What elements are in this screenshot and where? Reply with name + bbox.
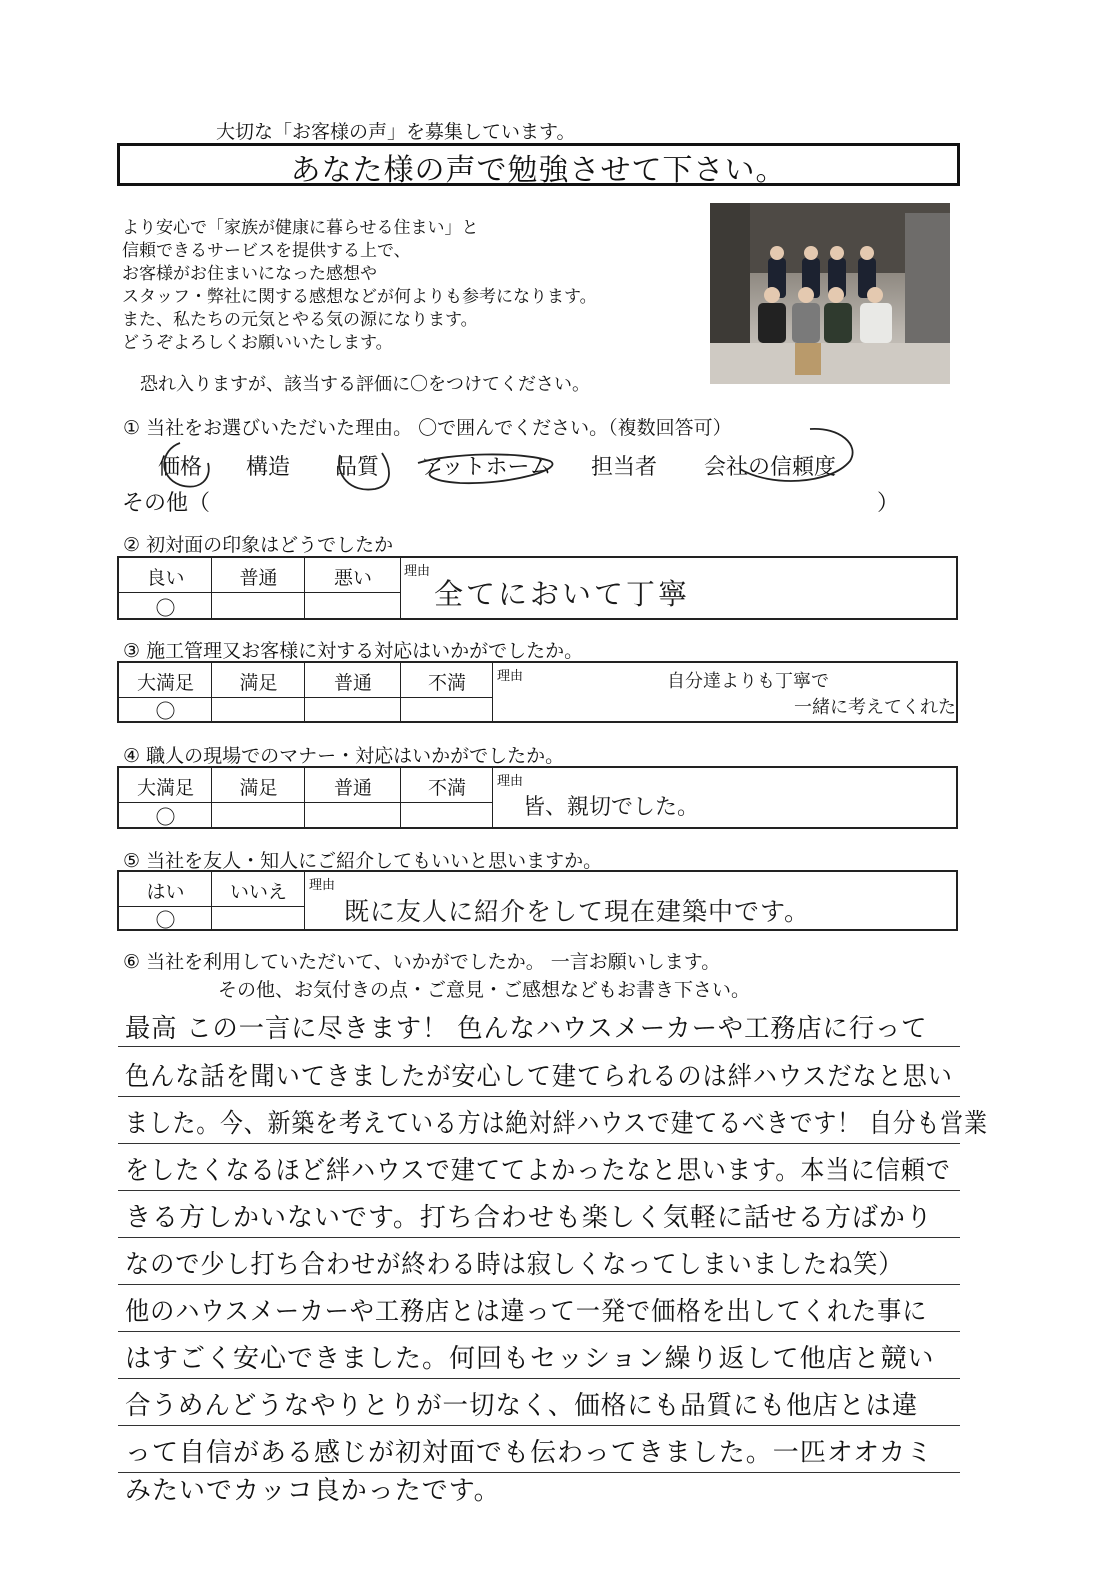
q3-table bbox=[117, 661, 958, 723]
q4-question: ④ 職人の現場でのマナー・対応はいかがでしたか。 bbox=[123, 745, 565, 767]
q4-reason: 皆、親切でした。 bbox=[523, 795, 700, 820]
q5-reason: 既に友人に紹介をして現在建築中です。 bbox=[344, 897, 811, 926]
q2-table bbox=[117, 556, 958, 620]
q5-table bbox=[117, 870, 958, 931]
q5-question: ⑤ 当社を友人・知人にご紹介してもいいと思いますか。 bbox=[123, 850, 603, 872]
q2-header-bad: 悪い bbox=[333, 567, 372, 589]
q1-option-homely: アットホーム bbox=[421, 455, 552, 480]
q3-question: ③ 施工管理又お客様に対する対応はいかがでしたか。 bbox=[123, 640, 584, 662]
comment-line: はすごく安心できました。何回もセッション繰り返して他店と競い bbox=[125, 1344, 935, 1374]
q6-subquestion: その他、お気付きの点・ご意見・ご感想などもお書き下さい。 bbox=[218, 979, 751, 1001]
ruled-line bbox=[118, 1190, 960, 1191]
q3-reason-line: 一緒に考えてくれた bbox=[794, 697, 956, 718]
comment-line: 他のハウスメーカーや工務店とは違って一発で価格を出してくれた事に bbox=[125, 1297, 928, 1327]
ruled-line bbox=[118, 1331, 960, 1332]
ruled-line bbox=[118, 1425, 960, 1426]
q5-header-no: いいえ bbox=[229, 881, 287, 903]
q3-header-normal: 普通 bbox=[333, 672, 372, 694]
q3-reason-label: 理由 bbox=[497, 669, 524, 684]
intro-line: また、私たちの元気とやる気の源になります。 bbox=[122, 310, 478, 330]
comment-line: 最高 この一言に尽きます！ 色んなハウスメーカーや工務店に行って bbox=[125, 1014, 928, 1044]
q4-header-satisfied: 満足 bbox=[239, 777, 278, 799]
q1-option-quality: 品質 bbox=[335, 455, 380, 480]
q4-reason-label: 理由 bbox=[497, 774, 524, 789]
q1-question: ① 当社をお選びいただいた理由。 〇で囲んでください。（複数回答可） bbox=[123, 417, 732, 439]
header-subtitle: 大切な「お客様の声」を募集しています。 bbox=[216, 121, 576, 143]
q1-option-price: 価格 bbox=[158, 455, 203, 480]
ruled-line bbox=[118, 1284, 960, 1285]
q1-other-close: ） bbox=[877, 491, 900, 516]
intro-line: お客様がお住まいになった感想や bbox=[122, 264, 377, 284]
comment-line: 色んな話を聞いてきましたが安心して建てられるのは絆ハウスだなと思い bbox=[125, 1062, 953, 1092]
ruled-line bbox=[118, 1378, 960, 1379]
comment-line: きる方しかいないです。打ち合わせも楽しく気軽に話せる方ばかり bbox=[125, 1203, 933, 1233]
ruled-line bbox=[118, 1237, 960, 1238]
q1-option-trust: 会社の信頼度 bbox=[704, 455, 837, 480]
q4-mark-very-satisfied: 〇 bbox=[155, 805, 176, 829]
q1-other-label: その他（ bbox=[122, 491, 211, 516]
ruled-line bbox=[118, 1096, 960, 1097]
q5-header-yes: はい bbox=[146, 881, 185, 903]
intro-line: より安心で「家族が健康に暮らせる住まい」と bbox=[122, 218, 479, 238]
comment-line: なので少し打ち合わせが終わる時は寂しくなってしまいましたね笑） bbox=[125, 1250, 904, 1280]
comment-line: をしたくなるほど絆ハウスで建ててよかったなと思います。本当に信頼で bbox=[125, 1156, 951, 1186]
q2-header-good: 良い bbox=[146, 567, 185, 589]
q2-reason: 全てにおいて丁寧 bbox=[434, 577, 691, 611]
q2-header-normal: 普通 bbox=[239, 567, 278, 589]
intro-line: スタッフ・弊社に関する感想などが何よりも参考になります。 bbox=[122, 287, 597, 307]
q5-mark-yes: 〇 bbox=[155, 908, 176, 932]
ruled-line bbox=[118, 1143, 960, 1144]
intro-line: 信頼できるサービスを提供する上で、 bbox=[122, 241, 411, 261]
q3-mark-very-satisfied: 〇 bbox=[155, 699, 176, 723]
staff-photo-illustration bbox=[710, 203, 950, 384]
q4-header-normal: 普通 bbox=[333, 777, 372, 799]
q3-reason-line: 自分達よりも丁寧で bbox=[667, 671, 829, 692]
q1-option-structure: 構造 bbox=[246, 455, 291, 480]
staff-photo bbox=[710, 203, 950, 384]
q1-selection-circles bbox=[150, 425, 870, 505]
q2-question: ② 初対面の印象はどうでしたか bbox=[123, 534, 394, 556]
header-title: あなた様の声で勉強させて下さい。 bbox=[290, 153, 787, 188]
q2-mark-good: 〇 bbox=[155, 596, 176, 620]
q6-question: ⑥ 当社を利用していただいて、いかがでしたか。 一言お願いします。 bbox=[123, 951, 721, 973]
ruled-line bbox=[118, 1046, 960, 1047]
q3-header-very-satisfied: 大満足 bbox=[136, 672, 194, 694]
comment-line: ました。今、新築を考えている方は絶対絆ハウスで建てるべきです！ 自分も営業 bbox=[125, 1109, 988, 1139]
q4-header-very-satisfied: 大満足 bbox=[136, 777, 194, 799]
comment-line: って自信がある感じが初対面でも伝わってきました。一匹オオカミ bbox=[125, 1438, 934, 1468]
comment-line: みたいでカッコ良かったです。 bbox=[125, 1476, 501, 1506]
q4-table bbox=[117, 766, 958, 829]
intro-line: どうぞよろしくお願いいたします。 bbox=[122, 333, 393, 353]
q4-header-dissatisfied: 不満 bbox=[427, 777, 466, 799]
q3-header-dissatisfied: 不満 bbox=[427, 672, 466, 694]
q5-reason-label: 理由 bbox=[309, 878, 336, 893]
q3-header-satisfied: 満足 bbox=[239, 672, 278, 694]
instruction-text: 恐れ入りますが、該当する評価に〇をつけてください。 bbox=[140, 374, 590, 395]
q1-option-staff: 担当者 bbox=[591, 455, 658, 480]
q2-reason-label: 理由 bbox=[404, 564, 431, 579]
comment-line: 合うめんどうなやりとりが一切なく、価格にも品質にも他店とは違 bbox=[125, 1391, 919, 1421]
